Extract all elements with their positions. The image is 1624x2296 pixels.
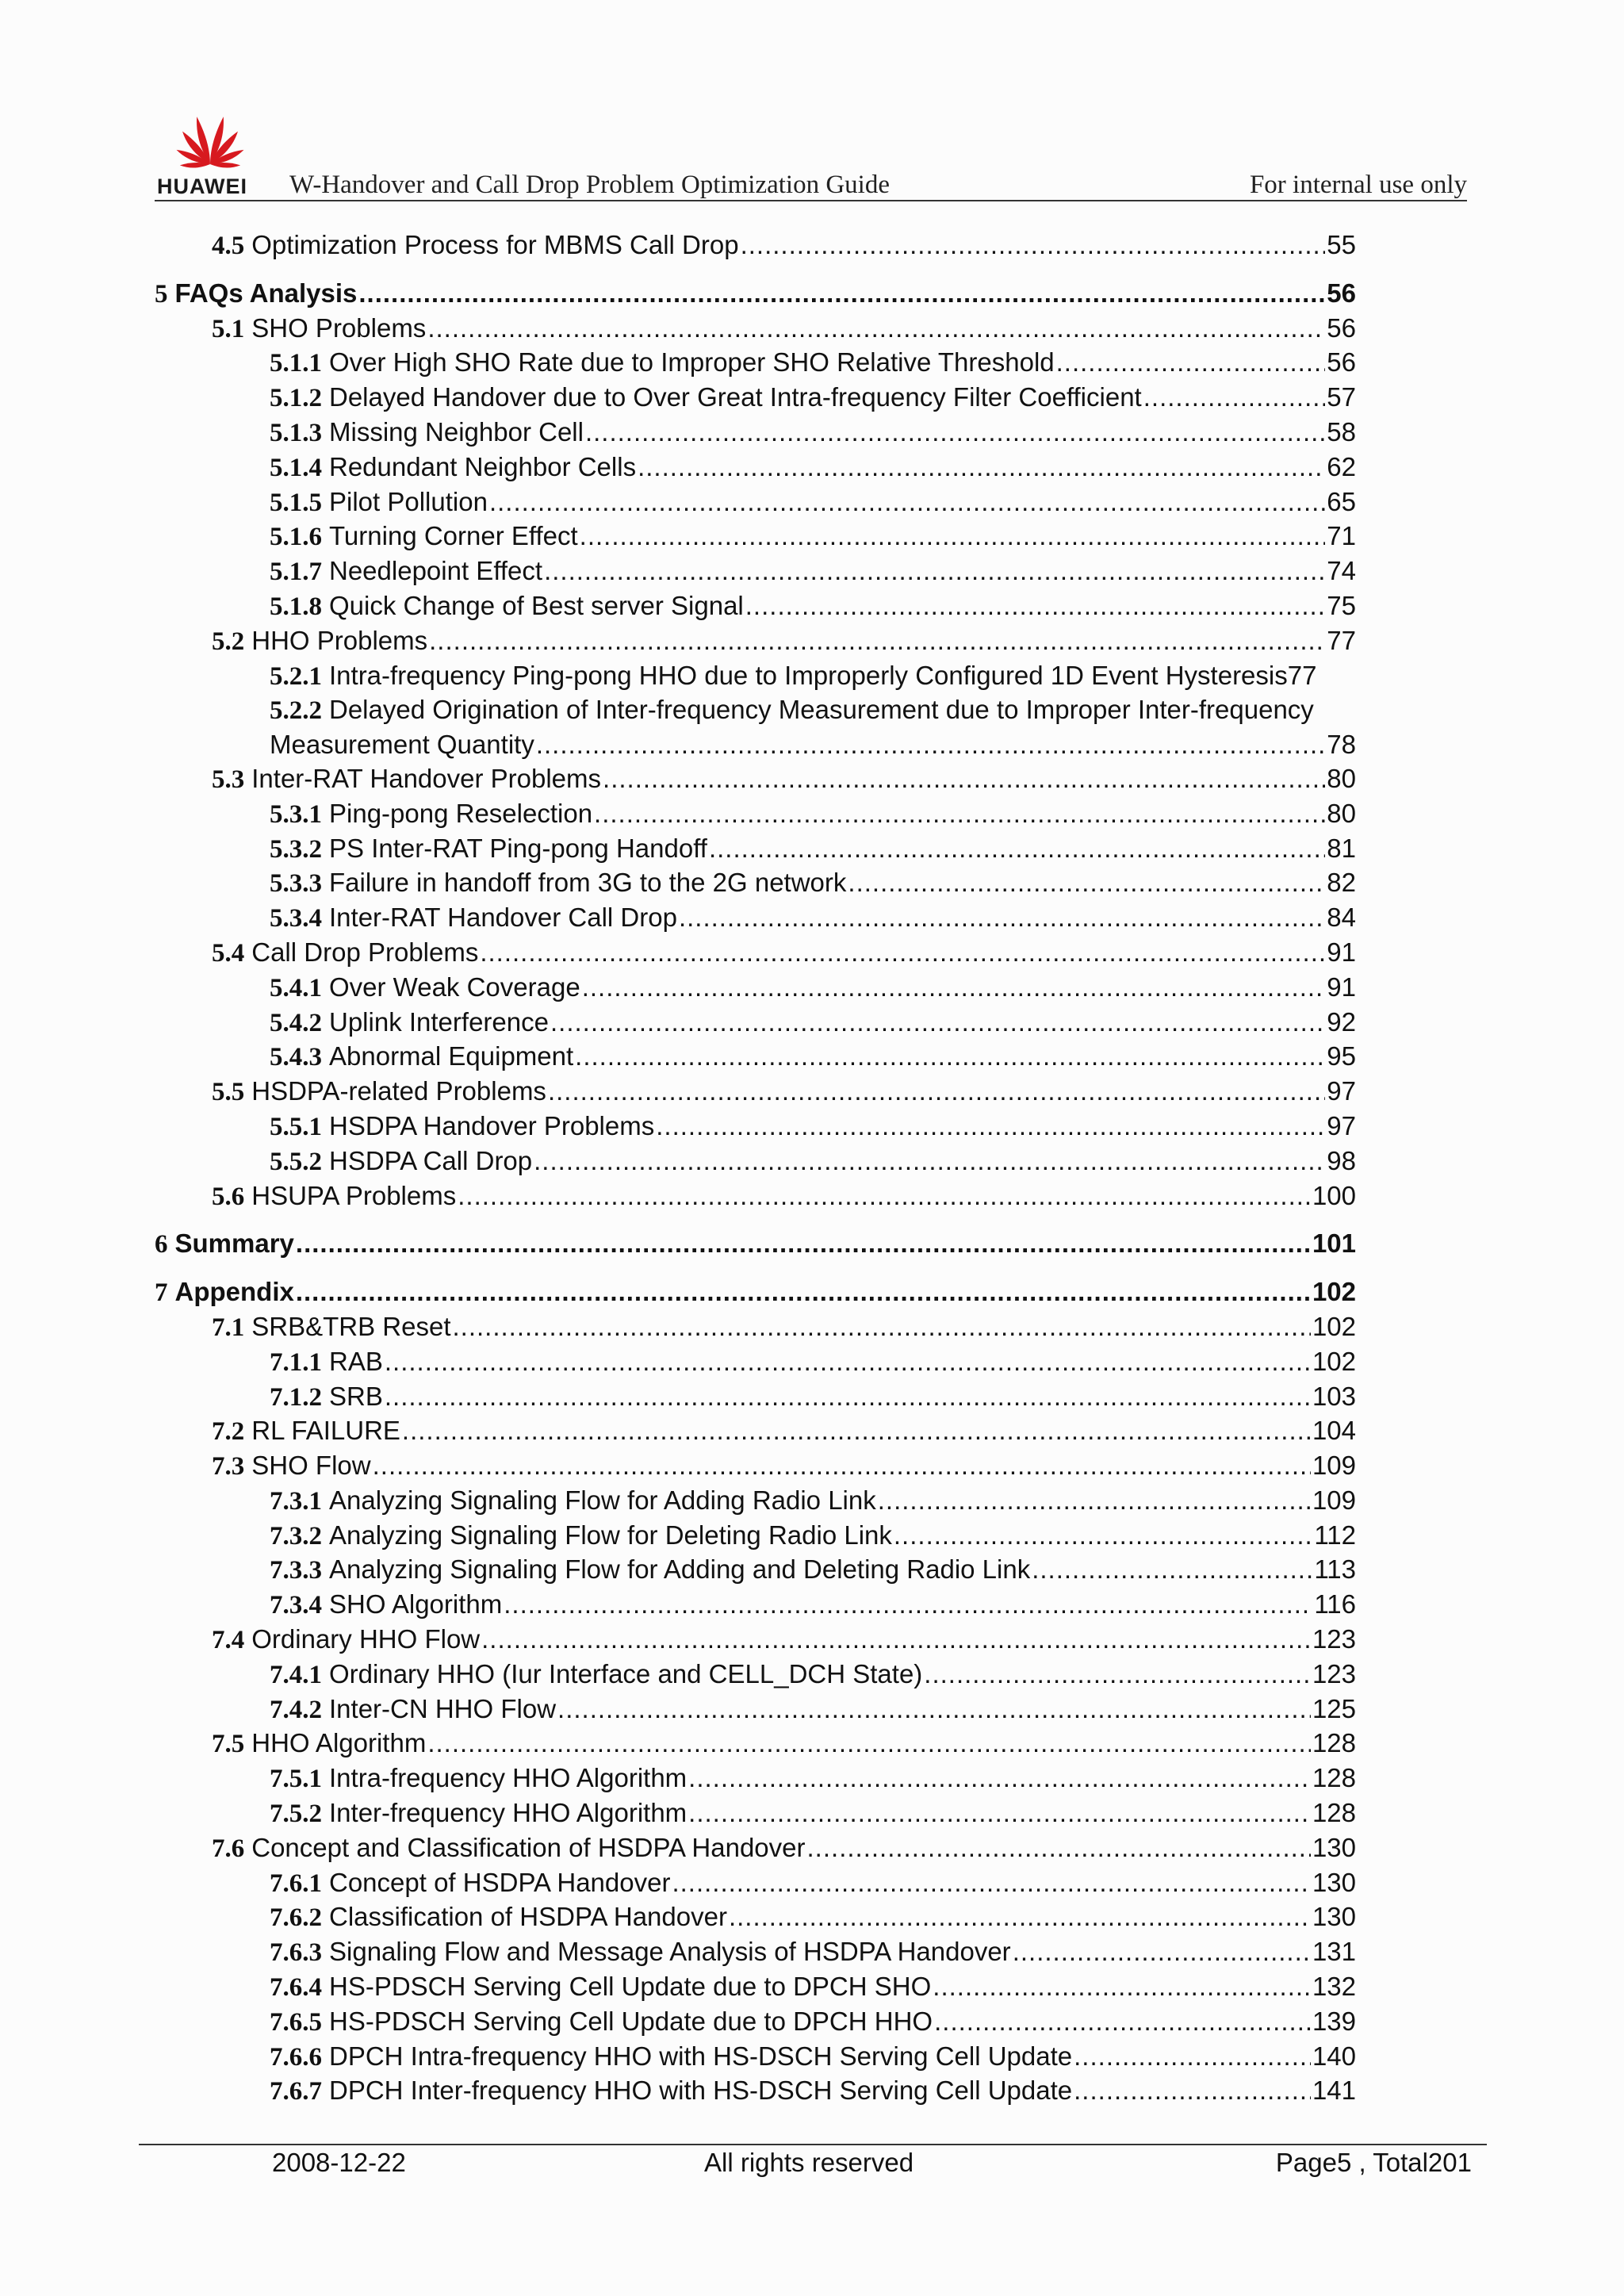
toc-leader-dots [924, 1658, 1311, 1692]
toc-leader-dots [373, 1449, 1311, 1483]
toc-leader-dots [544, 554, 1325, 588]
toc-entry-title: Quick Change of Best server Signal [329, 590, 744, 620]
toc-entry[interactable] [155, 1449, 1356, 1484]
toc-leader-dots [358, 277, 1325, 311]
toc-leader-dots [481, 1623, 1311, 1657]
classification-label: For internal use only [1249, 171, 1467, 199]
toc-leader-dots [427, 1727, 1311, 1761]
toc-entry-title: RL FAILURE [251, 1416, 400, 1446]
toc-entry-title: Delayed Handover due to Over Great Intra-frequency Filter Coefficient [329, 382, 1142, 412]
toc-leader-dots [385, 1380, 1311, 1414]
toc-entry-page: 81 [1327, 833, 1356, 863]
toc-entry-page: 109 [1312, 1485, 1356, 1515]
toc-entry[interactable] [155, 1727, 1356, 1761]
toc-leader-dots [656, 1110, 1325, 1144]
toc-entry-page: 125 [1312, 1693, 1356, 1723]
toc-entry[interactable] [155, 416, 1356, 450]
toc-entry-page: 95 [1327, 1041, 1356, 1071]
toc-leader-dots [1074, 2074, 1311, 2108]
toc-entry-page: 56 [1327, 278, 1356, 308]
toc-entry-page: 116 [1314, 1589, 1356, 1619]
toc-entry[interactable] [155, 1970, 1356, 2005]
toc-entry[interactable] [155, 1380, 1356, 1415]
toc-leader-dots [548, 1075, 1325, 1109]
toc-entry[interactable] [155, 450, 1356, 485]
toc-entry[interactable] [155, 1900, 1356, 1935]
toc-entry-number: 5.4.2 [270, 1008, 322, 1037]
toc-entry-number: 7.6.6 [270, 2042, 322, 2072]
toc-entry-number: 7.6.2 [270, 1903, 322, 1933]
toc-entry-title: Abnormal Equipment [329, 1041, 574, 1071]
toc-entry-page: 80 [1327, 763, 1356, 793]
toc-entry-title: Call Drop Problems [251, 937, 479, 967]
toc-entry-page: 128 [1312, 1798, 1356, 1828]
toc-entry-number: 7.1 [212, 1313, 245, 1342]
toc-entry-page: 102 [1312, 1311, 1356, 1341]
toc-entry-page: 112 [1314, 1520, 1356, 1550]
toc-entry-title: HHO Problems [251, 625, 428, 655]
toc-leader-dots [458, 1179, 1311, 1213]
toc-entry-page: 75 [1327, 590, 1356, 620]
toc-entry[interactable] [155, 797, 1356, 832]
toc-entry[interactable] [155, 728, 1356, 762]
toc-entry-page: 123 [1312, 1624, 1356, 1654]
toc-entry-title: SRB&TRB Reset [251, 1311, 451, 1341]
toc-entry-number: 7.6.1 [270, 1869, 322, 1898]
toc-entry-title: Over Weak Coverage [329, 972, 580, 1002]
toc-entry-title: Ping-pong Reselection [329, 798, 593, 828]
toc-entry[interactable] [155, 762, 1356, 797]
toc-entry[interactable] [155, 1553, 1356, 1588]
toc-entry-page: 58 [1327, 416, 1356, 447]
toc-entry[interactable] [155, 1623, 1356, 1658]
toc-entry-title: Uplink Interference [329, 1006, 549, 1037]
toc-entry-page: 74 [1327, 556, 1356, 586]
toc-entry-number: 5.2 [212, 627, 245, 656]
page-header [155, 91, 1467, 202]
toc-entry[interactable] [155, 485, 1356, 520]
toc-entry[interactable] [155, 1484, 1356, 1519]
toc-leader-dots [427, 312, 1325, 346]
toc-entry[interactable] [155, 693, 1356, 728]
toc-entry-number: 7.5 [212, 1730, 245, 1759]
toc-entry[interactable] [155, 1275, 1356, 1310]
toc-leader-dots [672, 1866, 1310, 1900]
toc-entry-number: 5.3.2 [270, 834, 322, 864]
toc-entry-page: 71 [1327, 521, 1356, 551]
toc-entry-number: 5.1.7 [270, 558, 322, 587]
toc-entry-number: 5.5.2 [270, 1147, 322, 1176]
toc-leader-dots [878, 1484, 1311, 1518]
toc-entry-title: Concept and Classification of HSDPA Handover [251, 1832, 806, 1862]
toc-entry-number: 7.6.4 [270, 1973, 322, 2003]
toc-entry-page: 128 [1312, 1763, 1356, 1793]
toc-entry-title: Delayed Origination of Inter-frequency Measurement due to Improper Inter-frequency [329, 695, 1314, 725]
toc-entry-page: 102 [1312, 1346, 1356, 1376]
toc-leader-dots [729, 1900, 1311, 1934]
toc-entry-number: 5.3.4 [270, 904, 322, 933]
toc-entry-page: 123 [1312, 1658, 1356, 1688]
toc-leader-dots [745, 589, 1326, 623]
toc-entry[interactable] [155, 659, 1356, 694]
toc-entry[interactable] [155, 1110, 1356, 1144]
toc-entry[interactable] [155, 228, 1356, 263]
toc-entry-page: 55 [1327, 230, 1356, 259]
toc-entry-number: 5.6 [212, 1182, 245, 1211]
toc-leader-dots [848, 866, 1325, 900]
toc-leader-dots [557, 1692, 1311, 1727]
toc-entry-title: Inter-frequency HHO Algorithm [329, 1798, 688, 1828]
toc-entry[interactable] [155, 901, 1356, 936]
toc-entry-title: Inter-RAT Handover Problems [251, 763, 602, 793]
toc-entry[interactable] [155, 1796, 1356, 1831]
toc-leader-dots [688, 1796, 1311, 1830]
toc-leader-dots [741, 228, 1326, 263]
toc-entry-number: 5.1.3 [270, 418, 322, 447]
toc-entry-number: 5.1.5 [270, 488, 322, 517]
toc-leader-dots [807, 1831, 1311, 1865]
toc-leader-dots [638, 450, 1325, 485]
logo-text: HUAWEI [157, 174, 247, 198]
toc-leader-dots [453, 1310, 1311, 1344]
toc-leader-dots [504, 1588, 1312, 1622]
toc-entry[interactable] [155, 554, 1356, 589]
toc-leader-dots [296, 1275, 1311, 1309]
toc-entry-page: 132 [1312, 1972, 1356, 2002]
toc-leader-dots [480, 936, 1325, 970]
toc-entry[interactable] [155, 1588, 1356, 1623]
toc-entry[interactable] [155, 1006, 1356, 1041]
toc-leader-dots [429, 624, 1325, 658]
toc-entry-page: 130 [1312, 1832, 1356, 1862]
toc-entry-title: Ordinary HHO Flow [251, 1624, 481, 1654]
toc-entry-number: 7.3.4 [270, 1591, 322, 1620]
toc-entry-title: HS-PDSCH Serving Cell Update due to DPCH HHO [329, 2006, 933, 2036]
toc-entry-page: 62 [1327, 451, 1356, 481]
toc-entry-number: 7.3.3 [270, 1556, 322, 1585]
toc-entry-number: 5.1.2 [270, 384, 322, 413]
toc-entry[interactable] [155, 1692, 1356, 1727]
toc-entry-page: 97 [1327, 1076, 1356, 1106]
table-of-contents [155, 228, 1356, 2109]
toc-entry-title: FAQs Analysis [174, 278, 358, 308]
toc-entry-title: DPCH Inter-frequency HHO with HS-DSCH Serving Cell Update [329, 2076, 1073, 2106]
toc-entry-title: Classification of HSDPA Handover [329, 1902, 727, 1932]
toc-entry-title: HSDPA Call Drop [329, 1145, 533, 1175]
toc-entry-number: 5.3.3 [270, 869, 322, 899]
toc-entry-number: 7.2 [212, 1417, 245, 1447]
toc-entry-page: 84 [1327, 903, 1356, 933]
toc-entry[interactable] [155, 971, 1356, 1006]
toc-entry-number: 7 [155, 1278, 168, 1308]
toc-leader-dots [402, 1414, 1311, 1448]
toc-entry[interactable] [155, 2074, 1356, 2109]
toc-entry-number: 5.2.2 [270, 696, 322, 726]
toc-entry-page: 56 [1327, 347, 1356, 378]
toc-entry-number: 7.5.1 [270, 1765, 322, 1794]
toc-leader-dots [679, 901, 1325, 935]
toc-entry-title: Failure in handoff from 3G to the 2G network [329, 868, 847, 898]
footer-date: 2008-12-22 [272, 2148, 406, 2177]
toc-leader-dots [688, 1761, 1311, 1796]
toc-entry-title: RAB [329, 1346, 383, 1376]
toc-entry-page: 82 [1327, 868, 1356, 898]
toc-entry-number: 7.4.1 [270, 1660, 322, 1689]
toc-entry-number: 7.3.2 [270, 1521, 322, 1550]
toc-entry-page: 80 [1327, 798, 1356, 828]
toc-entry-title: Analyzing Signaling Flow for Adding Radio Link [329, 1485, 876, 1515]
toc-leader-dots [1013, 1935, 1311, 1969]
toc-leader-dots [1056, 346, 1326, 380]
toc-entry-title: Over High SHO Rate due to Improper SHO Relative Threshold [329, 347, 1055, 378]
toc-entry[interactable] [155, 2005, 1356, 2040]
toc-entry-title: Concept of HSDPA Handover [329, 1867, 671, 1897]
toc-entry-page: 104 [1312, 1416, 1356, 1446]
toc-entry-page: 103 [1312, 1381, 1356, 1411]
toc-entry[interactable] [155, 1658, 1356, 1692]
toc-entry-page: 91 [1327, 972, 1356, 1002]
footer-rights: All rights reserved [704, 2148, 914, 2177]
toc-entry-page: 56 [1327, 312, 1356, 343]
toc-leader-dots [1143, 381, 1326, 415]
footer-page-number: Page5 , Total201 [1275, 2148, 1472, 2177]
toc-entry-page: 100 [1312, 1180, 1356, 1210]
toc-entry-title: Inter-RAT Handover Call Drop [329, 903, 677, 933]
toc-entry[interactable] [155, 1040, 1356, 1075]
toc-leader-dots [1074, 2040, 1311, 2074]
toc-entry[interactable] [155, 1144, 1356, 1179]
toc-entry-title: Measurement Quantity [270, 730, 534, 760]
toc-entry-number: 5.1 [212, 314, 245, 343]
toc-entry-title: Turning Corner Effect [329, 521, 578, 551]
toc-entry-title: HSDPA Handover Problems [329, 1110, 655, 1140]
toc-leader-dots [550, 1006, 1325, 1040]
toc-entry[interactable] [155, 1345, 1356, 1380]
toc-leader-dots [582, 971, 1326, 1005]
toc-entry-title: Analyzing Signaling Flow for Deleting Radio Link [329, 1520, 892, 1550]
toc-entry[interactable] [155, 1310, 1356, 1345]
toc-entry-number: 7.1.2 [270, 1382, 322, 1412]
toc-leader-dots [603, 762, 1325, 796]
toc-entry-title: Needlepoint Effect [329, 556, 543, 586]
toc-entry-page: 98 [1327, 1145, 1356, 1175]
toc-entry-number: 4.5 [212, 232, 245, 260]
toc-entry-title: Analyzing Signaling Flow for Adding and Deleting Radio Link [329, 1554, 1031, 1585]
toc-entry[interactable] [155, 312, 1356, 347]
toc-entry[interactable] [155, 2040, 1356, 2075]
toc-entry[interactable] [155, 346, 1356, 381]
toc-entry[interactable] [155, 1519, 1356, 1554]
toc-entry[interactable] [155, 1179, 1356, 1214]
toc-entry[interactable] [155, 1414, 1356, 1449]
toc-entry-page: 65 [1327, 486, 1356, 516]
toc-entry-number: 5.4.1 [270, 973, 322, 1002]
toc-entry[interactable] [155, 936, 1356, 971]
toc-entry-page: 57 [1327, 382, 1356, 412]
toc-entry-number: 5.3 [212, 765, 245, 794]
toc-entry[interactable] [155, 1761, 1356, 1796]
toc-leader-dots [296, 1227, 1311, 1261]
toc-entry-number: 5.5 [212, 1078, 245, 1107]
toc-entry[interactable] [155, 866, 1356, 901]
toc-entry-number: 7.6.5 [270, 2007, 322, 2037]
toc-entry[interactable] [155, 519, 1356, 554]
toc-leader-dots [709, 832, 1325, 866]
toc-entry-number: 6 [155, 1230, 168, 1259]
toc-entry-number: 7.3 [212, 1452, 245, 1481]
header-divider [155, 200, 1467, 201]
toc-entry-number: 5.5.1 [270, 1112, 322, 1141]
toc-entry-title: SRB [329, 1381, 383, 1411]
toc-entry-title: DPCH Intra-frequency HHO with HS-DSCH Serving Cell Update [329, 2041, 1073, 2071]
toc-entry[interactable] [155, 381, 1356, 416]
toc-entry[interactable] [155, 624, 1356, 659]
toc-entry-number: 5.1.6 [270, 523, 322, 552]
toc-entry-page: 128 [1312, 1728, 1356, 1758]
toc-leader-dots [1032, 1553, 1312, 1587]
toc-entry-title: Redundant Neighbor Cells [329, 451, 637, 481]
toc-entry-page: 139 [1312, 2006, 1356, 2036]
toc-entry-title: Pilot Pollution [329, 486, 488, 516]
toc-entry-page: 77 [1327, 625, 1356, 655]
toc-leader-dots [575, 1040, 1325, 1074]
toc-entry[interactable] [155, 1075, 1356, 1110]
toc-entry-title: Ordinary HHO (Iur Interface and CELL_DCH State) [329, 1658, 923, 1688]
toc-entry-page: 130 [1312, 1867, 1356, 1897]
toc-entry-title: HHO Algorithm [251, 1728, 427, 1758]
toc-entry-page: 102 [1312, 1277, 1356, 1307]
toc-entry-number: 7.5.2 [270, 1800, 322, 1829]
toc-leader-dots [933, 1970, 1311, 2004]
toc-entry-title: HSDPA-related Problems [251, 1076, 546, 1106]
toc-entry-page: 140 [1312, 2041, 1356, 2071]
toc-entry-number: 5.4.3 [270, 1043, 322, 1072]
toc-entry-number: 5.1.4 [270, 453, 322, 482]
toc-entry-page: 97 [1327, 1110, 1356, 1140]
toc-entry[interactable] [155, 277, 1356, 312]
toc-entry-page: 109 [1312, 1451, 1356, 1481]
toc-entry-title: Summary [174, 1228, 294, 1259]
toc-entry-title: PS Inter-RAT Ping-pong Handoff [329, 833, 707, 863]
toc-entry-title: Intra-frequency HHO Algorithm [329, 1763, 688, 1793]
toc-entry-page: 141 [1312, 2076, 1356, 2106]
toc-entry-number: 5.4 [212, 938, 245, 968]
toc-entry[interactable] [155, 1866, 1356, 1901]
toc-entry-number: 7.6.3 [270, 1938, 322, 1968]
toc-entry[interactable] [155, 1227, 1356, 1262]
toc-entry-title: HS-PDSCH Serving Cell Update due to DPCH SHO [329, 1972, 932, 2002]
toc-entry-page: 113 [1314, 1554, 1356, 1585]
toc-entry-number: 7.3.1 [270, 1486, 322, 1516]
toc-entry-page: 130 [1312, 1902, 1356, 1932]
toc-leader-dots [489, 485, 1325, 519]
toc-entry-title: Inter-CN HHO Flow [329, 1693, 557, 1723]
toc-entry-number: 7.1.1 [270, 1347, 322, 1377]
toc-entry-title: Appendix [174, 1277, 294, 1307]
toc-entry-title: Optimization Process for MBMS Call Drop [251, 230, 739, 259]
toc-entry-number: 5.2.1 [270, 661, 322, 691]
toc-leader-dots [894, 1519, 1312, 1553]
toc-entry-number: 5 [155, 279, 168, 309]
toc-entry-number: 5.3.1 [270, 799, 322, 829]
toc-entry-title: HSUPA Problems [251, 1180, 457, 1210]
toc-entry-title: Intra-frequency Ping-pong HHO due to Improperly Configured 1D Event Hysteresis [329, 660, 1288, 690]
toc-leader-dots [536, 728, 1325, 762]
toc-leader-dots [585, 416, 1325, 450]
toc-entry-number: 5.1.8 [270, 592, 322, 621]
toc-entry[interactable] [155, 832, 1356, 867]
toc-entry-page: 131 [1312, 1937, 1356, 1967]
toc-entry-number: 7.6.7 [270, 2077, 322, 2106]
toc-entry[interactable] [155, 1935, 1356, 1970]
toc-leader-dots [385, 1345, 1311, 1379]
toc-entry-title: Signaling Flow and Message Analysis of HSDPA Handover [329, 1937, 1011, 1967]
toc-entry-page: 91 [1327, 937, 1356, 967]
toc-entry-page: 77 [1287, 660, 1317, 690]
toc-entry-page: 92 [1327, 1006, 1356, 1037]
toc-entry-number: 5.1.1 [270, 349, 322, 378]
toc-entry-number: 7.4 [212, 1626, 245, 1655]
toc-entry-title: SHO Problems [251, 312, 427, 343]
toc-entry-number: 7.6 [212, 1834, 245, 1863]
toc-entry[interactable] [155, 1831, 1356, 1866]
toc-entry-title: SHO Flow [251, 1451, 371, 1481]
toc-leader-dots [534, 1144, 1325, 1179]
toc-leader-dots [580, 519, 1326, 554]
toc-entry-page: 101 [1312, 1228, 1356, 1259]
toc-entry-page: 78 [1327, 730, 1356, 760]
toc-entry-title: SHO Algorithm [329, 1589, 503, 1619]
footer-divider [139, 2144, 1487, 2145]
toc-entry-number: 7.4.2 [270, 1695, 322, 1724]
toc-leader-dots [594, 797, 1325, 831]
toc-entry-title: Missing Neighbor Cell [329, 416, 584, 447]
document-title: W-Handover and Call Drop Problem Optimization Guide [289, 171, 891, 199]
toc-leader-dots [934, 2005, 1311, 2039]
toc-entry[interactable] [155, 589, 1356, 624]
